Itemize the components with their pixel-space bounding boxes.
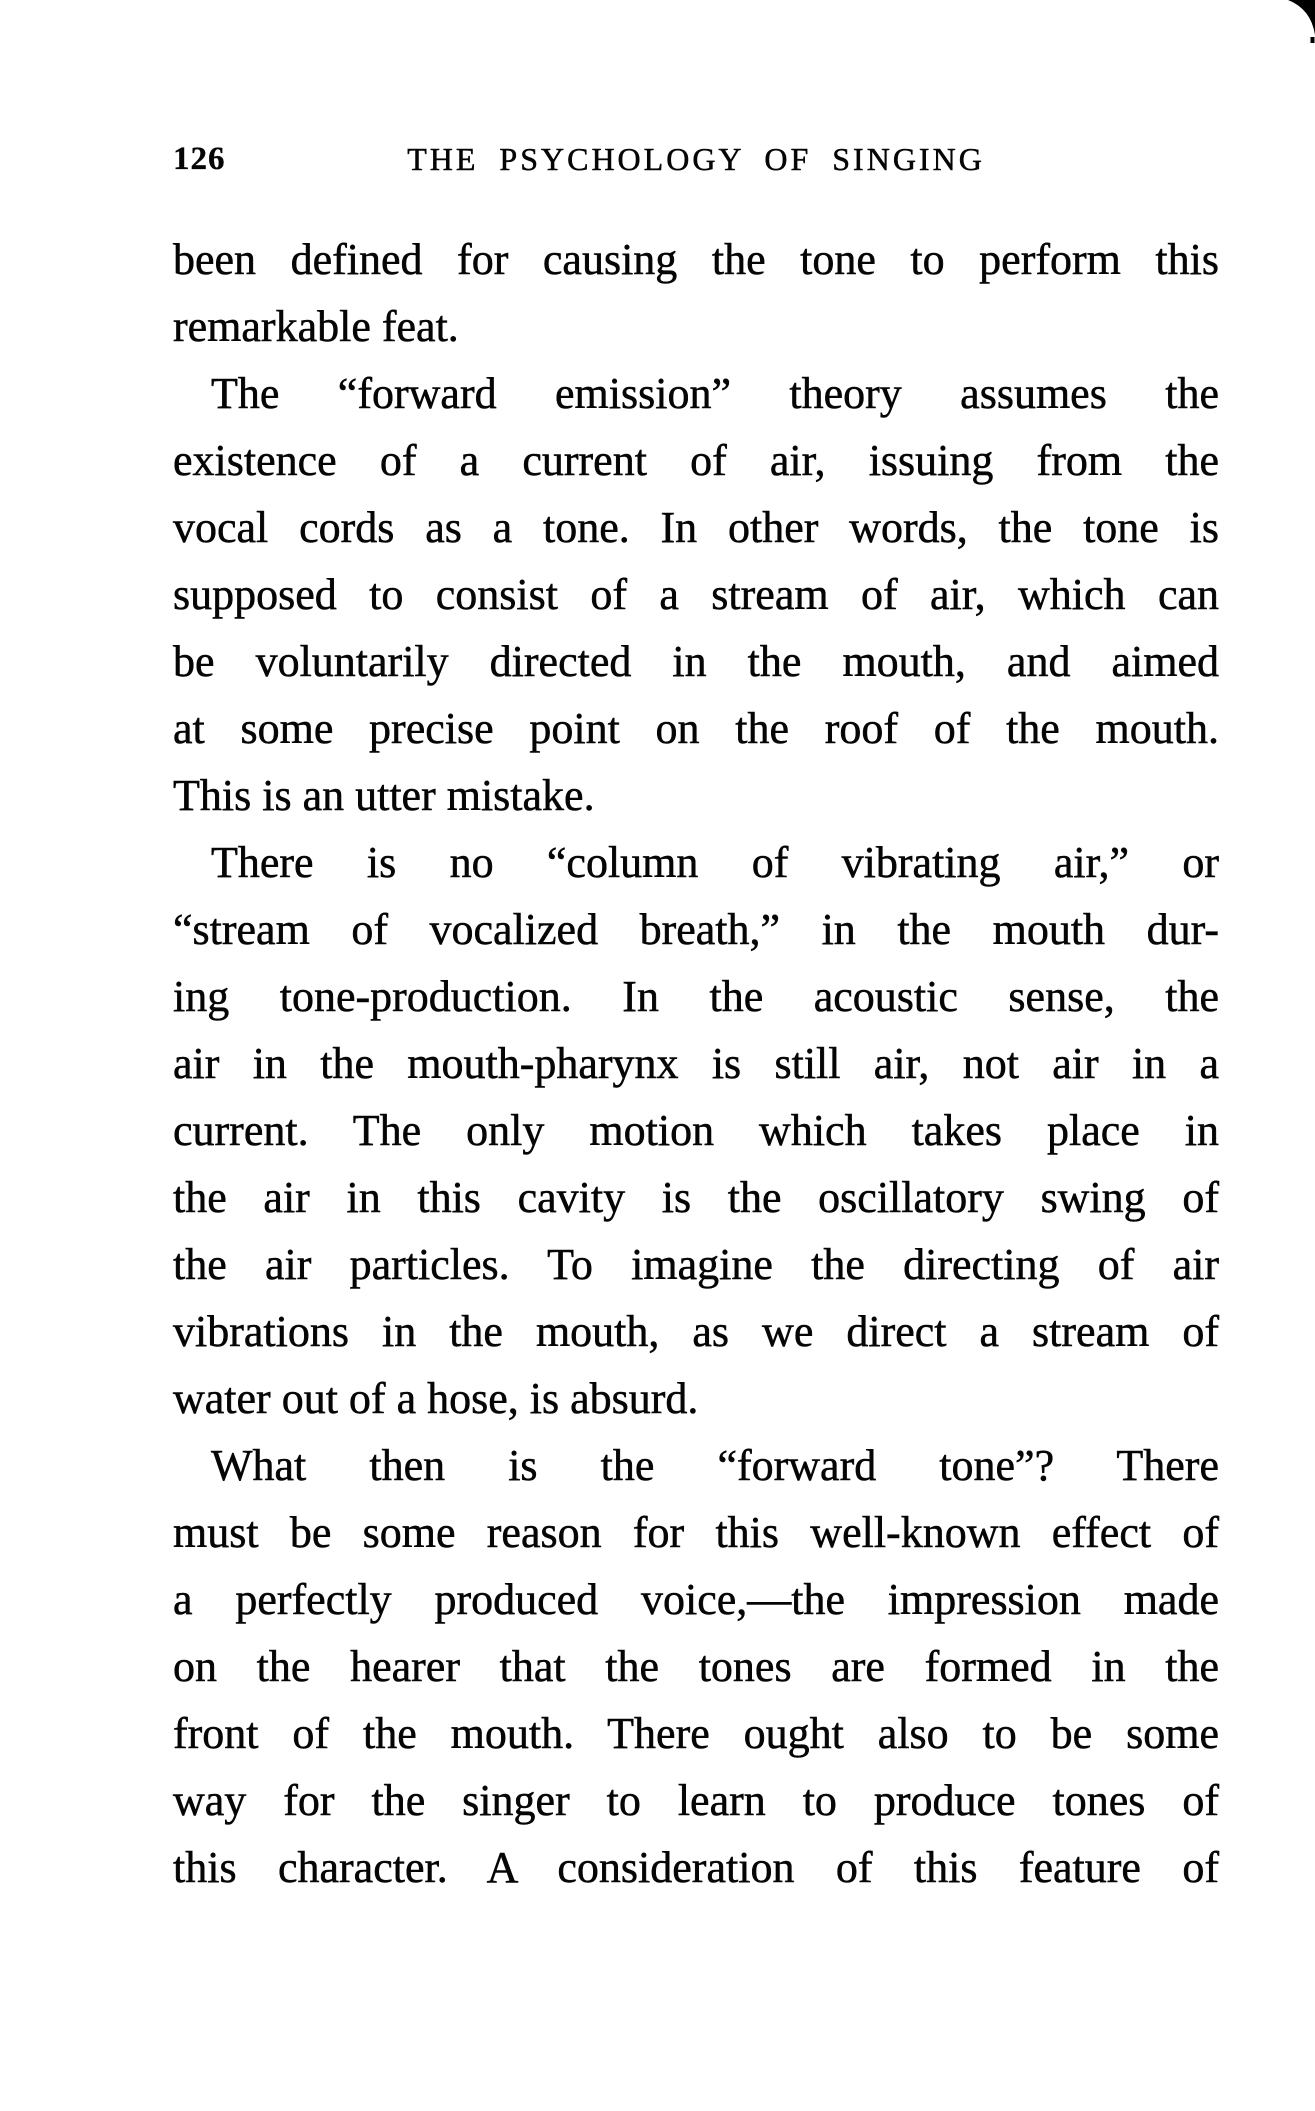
text-line: The “forward emission” theory assumes the	[211, 369, 1219, 418]
running-header	[173, 140, 1219, 182]
text-line: supposed to consist of a stream of air, which can	[173, 570, 1219, 619]
text-lines	[173, 226, 1219, 1901]
text-line: been defined for causing the tone to perform this	[173, 235, 1219, 284]
text-line: this character. A consideration of this feature of	[173, 1843, 1219, 1892]
text-line: What then is the “forward tone”? There	[211, 1441, 1219, 1490]
text-line: a perfectly produced voice,—the impression made	[173, 1575, 1219, 1624]
text-line: vibrations in the mouth, as we direct a stream of	[173, 1307, 1219, 1356]
text-line: at some precise point on the roof of the mouth.	[173, 704, 1219, 753]
text-line: be voluntarily directed in the mouth, and aimed	[173, 637, 1219, 686]
text-line: the air in this cavity is the oscillatory swing of	[173, 1173, 1219, 1222]
running-title: THE PSYCHOLOGY OF SINGING	[407, 141, 985, 177]
page-curl-icon	[1285, 0, 1315, 46]
text-line: There is no “column of vibrating air,” or	[211, 838, 1219, 887]
text-line: “stream of vocalized breath,” in the mouth dur-	[173, 905, 1219, 954]
text-line: ing tone-production. In the acoustic sense, the	[173, 972, 1219, 1021]
text-line: remarkable feat.	[173, 302, 459, 351]
text-line: way for the singer to learn to produce tones of	[173, 1776, 1219, 1825]
text-line: existence of a current of air, issuing from the	[173, 436, 1219, 485]
text-line: must be some reason for this well-known effect of	[173, 1508, 1219, 1557]
text-line: on the hearer that the tones are formed in the	[173, 1642, 1219, 1691]
text-line: vocal cords as a tone. In other words, the tone is	[173, 503, 1219, 552]
text-line: the air particles. To imagine the directing of air	[173, 1240, 1219, 1289]
text-line: front of the mouth. There ought also to be some	[173, 1709, 1219, 1758]
text-line: air in the mouth-pharynx is still air, not air in a	[173, 1039, 1219, 1088]
text-line: current. The only motion which takes place in	[173, 1106, 1219, 1155]
text-line: This is an utter mistake.	[173, 771, 595, 820]
page-number: 126	[173, 141, 226, 177]
text-line: water out of a hose, is absurd.	[173, 1374, 699, 1423]
